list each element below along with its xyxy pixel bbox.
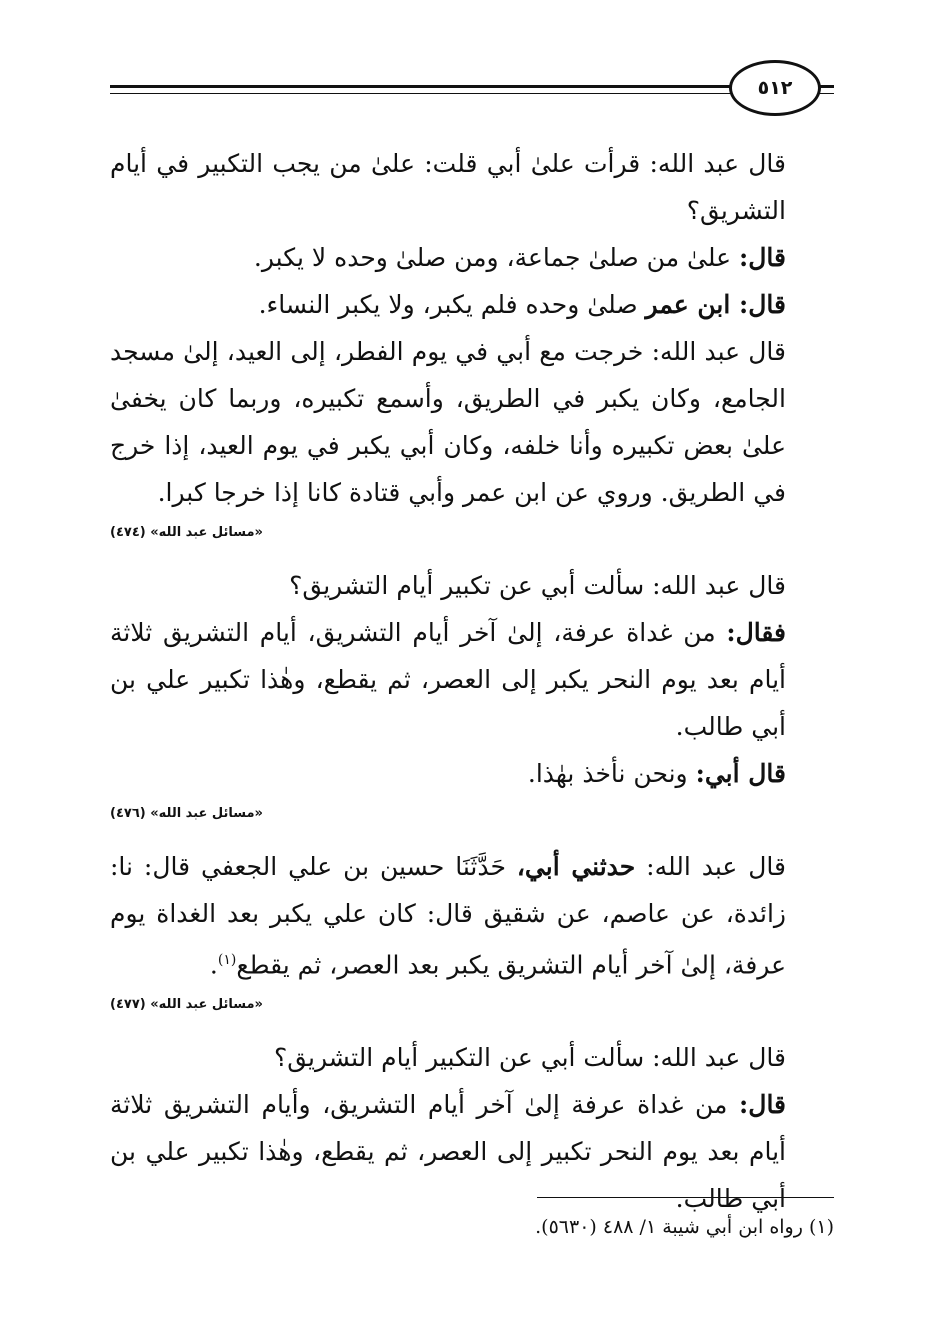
paragraph: قال عبد الله: سألت أبي عن التكبير أيام التشريق؟ [273, 1043, 786, 1073]
paragraph: قال أبي: ونحن نأخذ بهٰذا. [527, 759, 786, 788]
source-citation: «مسائل عبد الله» (٤٧٧) [110, 997, 263, 1013]
page-number: ٥١٢ [729, 60, 821, 116]
paragraph: قال عبد الله: قرأت علىٰ أبي قلت: علىٰ من يجب التكبير في أيام التشريق؟ [110, 149, 786, 225]
footnote: (١) رواه ابن أبي شيبة ١/ ٤٨٨ (٥٦٣٠). [535, 1216, 834, 1238]
paragraph: قال: من غداة عرفة إلىٰ آخر أيام التشريق، وأيام التشريق ثلاثة أيام بعد يوم النحر تكبير إلى العصر، ثم يقطع، وهٰذا تكبير علي بن أبي طالب. [110, 1090, 787, 1214]
header-rule-left [110, 85, 732, 88]
paragraph: قال عبد الله: سألت أبي عن تكبير أيام التشريق؟ [289, 571, 786, 600]
main-text [110, 140, 834, 1222]
source-citation: «مسائل عبد الله» (٤٧٦) [110, 806, 263, 821]
header-rule-right [819, 85, 834, 88]
paragraph: قال: علىٰ من صلىٰ جماعة، ومن صلىٰ وحده لا يكبر. [253, 243, 786, 272]
paragraph: قال: ابن عمر صلىٰ وحده فلم يكبر، ولا يكبر النساء. [258, 290, 786, 319]
header-rule-left-thin [110, 93, 732, 94]
paragraph: قال عبد الله: خرجت مع أبي في يوم الفطر، إلى العيد، إلىٰ مسجد الجامع، وكان يكبر في الطريق، وأسمع تكبيره، وربما كان يخفىٰ علىٰ بعض تكبيره وأنا خلفه، وكان أبي يكبر في يوم العيد، إذا خرج في الطريق. وروي عن ابن عمر وأبي قتادة كانا إذا خرجا كبرا. [110, 337, 786, 507]
paragraph: قال عبد الله: حدثني أبي، حَدَّثَنَا حسين بن علي الجعفي قال: نا: زائدة، عن عاصم، عن شقيق قال: كان علي يكبر بعد الغداة يوم عرفة، إلىٰ آخر أيام التشريق يكبر بعد العصر، ثم يقطع$^{(١)}$. [110, 852, 786, 980]
footnote-marker: (١) [217, 952, 237, 968]
header-rule-right-thin [819, 93, 834, 94]
paragraph: فقال: من غداة عرفة، إلىٰ آخر أيام التشريق، أيام التشريق ثلاثة أيام بعد يوم النحر يكبر إلى العصر، ثم يقطع، وهٰذا تكبير علي بن أبي طالب. [110, 618, 786, 741]
source-citation: «مسائل عبد الله» (٤٧٤) [110, 525, 263, 540]
footnote-rule [537, 1197, 834, 1198]
